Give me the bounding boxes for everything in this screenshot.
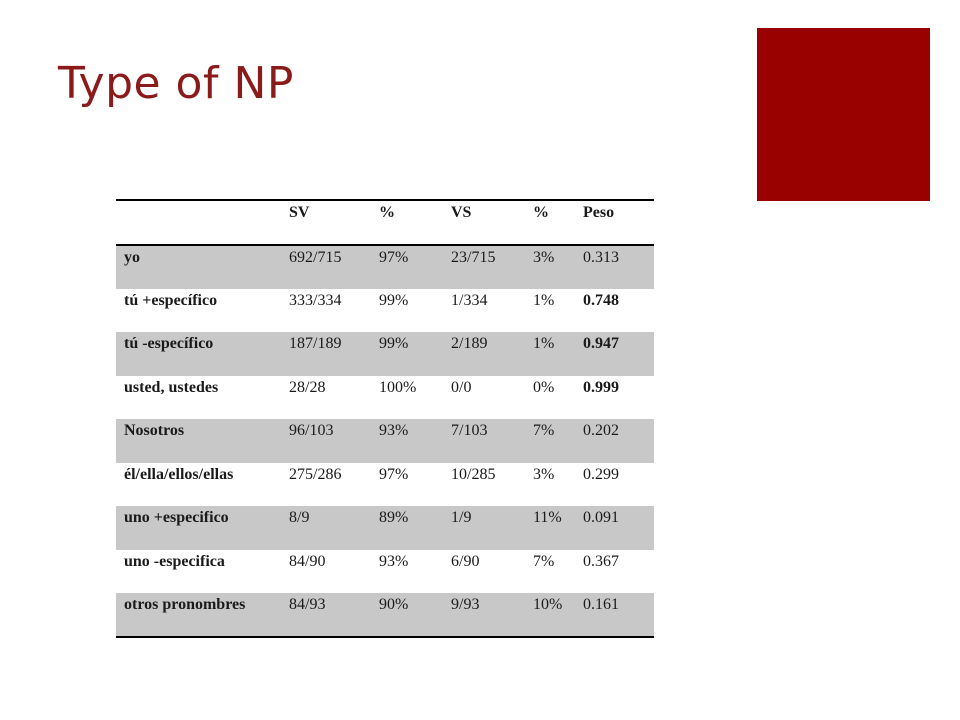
table-row <box>116 419 654 463</box>
cell-sv: 28/28 <box>289 378 326 396</box>
cell-sv-percent: 99% <box>379 335 409 352</box>
cell-vs-percent: 0% <box>533 378 555 396</box>
accent-block <box>757 28 930 201</box>
cell-sv-percent: 97% <box>379 249 409 266</box>
cell-peso: 0.748 <box>583 291 619 309</box>
cell-vs: 10/285 <box>451 465 496 483</box>
cell-vs-percent: 11% <box>533 509 562 526</box>
table-row <box>116 593 654 637</box>
cell-vs: 0/0 <box>451 378 472 396</box>
cell-sv-percent: 89% <box>379 509 409 526</box>
header-sv: SV <box>289 204 310 221</box>
slide-title: Type of NP <box>58 58 294 109</box>
cell-vs: 7/103 <box>451 422 488 439</box>
cell-sv-percent: 99% <box>379 291 409 309</box>
cell-vs-percent: 7% <box>533 422 555 439</box>
cell-vs-percent: 1% <box>533 335 555 352</box>
cell-sv: 275/286 <box>289 465 342 483</box>
header-label <box>116 200 289 245</box>
cell-vs: 2/189 <box>451 335 488 352</box>
cell-vs-percent: 3% <box>533 249 555 266</box>
table-row <box>116 376 654 420</box>
cell-peso: 0.299 <box>583 465 619 483</box>
cell-vs: 1/9 <box>451 509 472 526</box>
cell-label: uno -especifica <box>124 552 225 570</box>
cell-vs-percent: 7% <box>533 552 555 570</box>
cell-peso: 0.947 <box>583 335 619 352</box>
cell-sv-percent: 93% <box>379 552 409 570</box>
table-row <box>116 332 654 376</box>
cell-sv: 692/715 <box>289 249 342 266</box>
cell-peso: 0.313 <box>583 249 619 266</box>
cell-sv: 333/334 <box>289 291 342 309</box>
cell-label: Nosotros <box>124 422 185 439</box>
cell-label: yo <box>124 249 140 266</box>
cell-peso: 0.202 <box>583 422 619 439</box>
cell-peso: 0.367 <box>583 552 619 570</box>
cell-vs: 1/334 <box>451 291 488 309</box>
header-vs-percent: % <box>533 204 549 221</box>
cell-sv: 187/189 <box>289 335 342 352</box>
header-sv-percent: % <box>379 204 395 221</box>
cell-label: otros pronombres <box>124 596 246 613</box>
cell-sv: 96/103 <box>289 422 334 439</box>
table-row <box>116 550 654 594</box>
cell-vs-percent: 10% <box>533 596 563 613</box>
cell-sv-percent: 100% <box>379 378 417 396</box>
cell-vs: 23/715 <box>451 249 496 266</box>
cell-vs-percent: 1% <box>533 291 555 309</box>
cell-sv: 84/90 <box>289 552 326 570</box>
table-row <box>116 289 654 333</box>
table-row <box>116 245 654 289</box>
cell-label: él/ella/ellos/ellas <box>124 465 234 483</box>
cell-sv: 8/9 <box>289 509 310 526</box>
cell-label: usted, ustedes <box>124 378 219 396</box>
cell-label: tú +específico <box>124 291 218 309</box>
header-vs: VS <box>451 204 472 221</box>
cell-vs-percent: 3% <box>533 465 555 483</box>
cell-sv: 84/93 <box>289 596 326 613</box>
cell-sv-percent: 93% <box>379 422 409 439</box>
cell-peso: 0.091 <box>583 509 619 526</box>
np-type-table <box>116 199 654 638</box>
cell-vs: 6/90 <box>451 552 480 570</box>
table-body <box>116 245 654 637</box>
cell-vs: 9/93 <box>451 596 480 613</box>
cell-sv-percent: 97% <box>379 465 409 483</box>
cell-peso: 0.999 <box>583 378 619 396</box>
table-row <box>116 463 654 507</box>
table-row <box>116 506 654 550</box>
table-header-row <box>116 200 654 245</box>
cell-sv-percent: 90% <box>379 596 409 613</box>
cell-label: uno +especifico <box>124 509 229 526</box>
cell-label: tú -específico <box>124 335 214 352</box>
header-peso: Peso <box>583 204 615 221</box>
cell-peso: 0.161 <box>583 596 619 613</box>
